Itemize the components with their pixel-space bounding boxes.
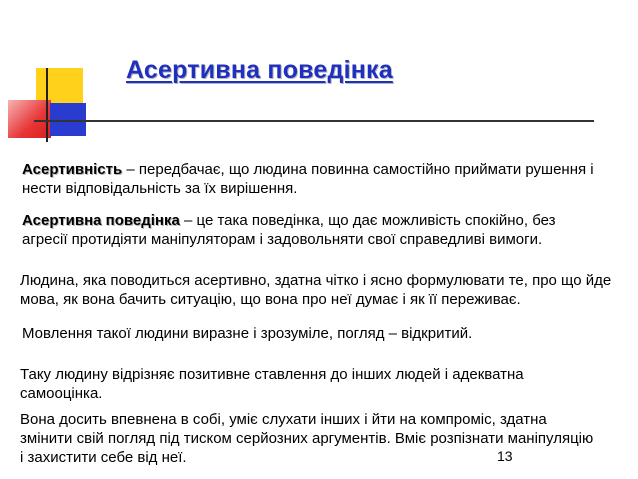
title-divider-line	[34, 120, 594, 122]
paragraph-assertiveness-definition	[22, 160, 597, 198]
paragraph-body: Мовлення такої людини виразне і зрозуміле, погляд – відкритий.	[22, 325, 473, 342]
definition-text: – це така поведінка, що дає можливість спокійно, без агресії протидіяти маніпуляторам і задовольняти свої справедливі вимоги.	[22, 212, 556, 248]
slide-title: Асертивна поведінка	[126, 56, 393, 84]
paragraph-assertive-behavior-definition	[22, 211, 597, 249]
paragraph-body: Людина, яка поводиться асертивно, здатна чітко і ясно формулювати те, про що йде мова, як вона бачить ситуацію, що вона про неї думає і як її переживає.	[20, 272, 612, 308]
decorative-red-square	[8, 100, 51, 138]
term-assertiveness: Асертивність	[22, 161, 123, 178]
paragraph-body: Вона досить впевнена в собі, уміє слухати інших і йти на компроміс, здатна змінити свій погляд під тиском серйозних аргументів. Вміє розпізнати маніпуляцію і захистити себе від неї.	[20, 411, 594, 466]
decorative-vertical-line	[46, 68, 48, 142]
paragraph-body: Таку людину відрізняє позитивне ставлення до інших людей і адекватна самооцінка.	[20, 366, 524, 402]
term-assertive-behavior: Асертивна поведінка	[22, 212, 180, 229]
definition-text: – передбачає, що людина повинна самостійно приймати рушення і нести відповідальність за їх вирішення.	[22, 161, 594, 197]
page-number: 13	[497, 448, 513, 464]
